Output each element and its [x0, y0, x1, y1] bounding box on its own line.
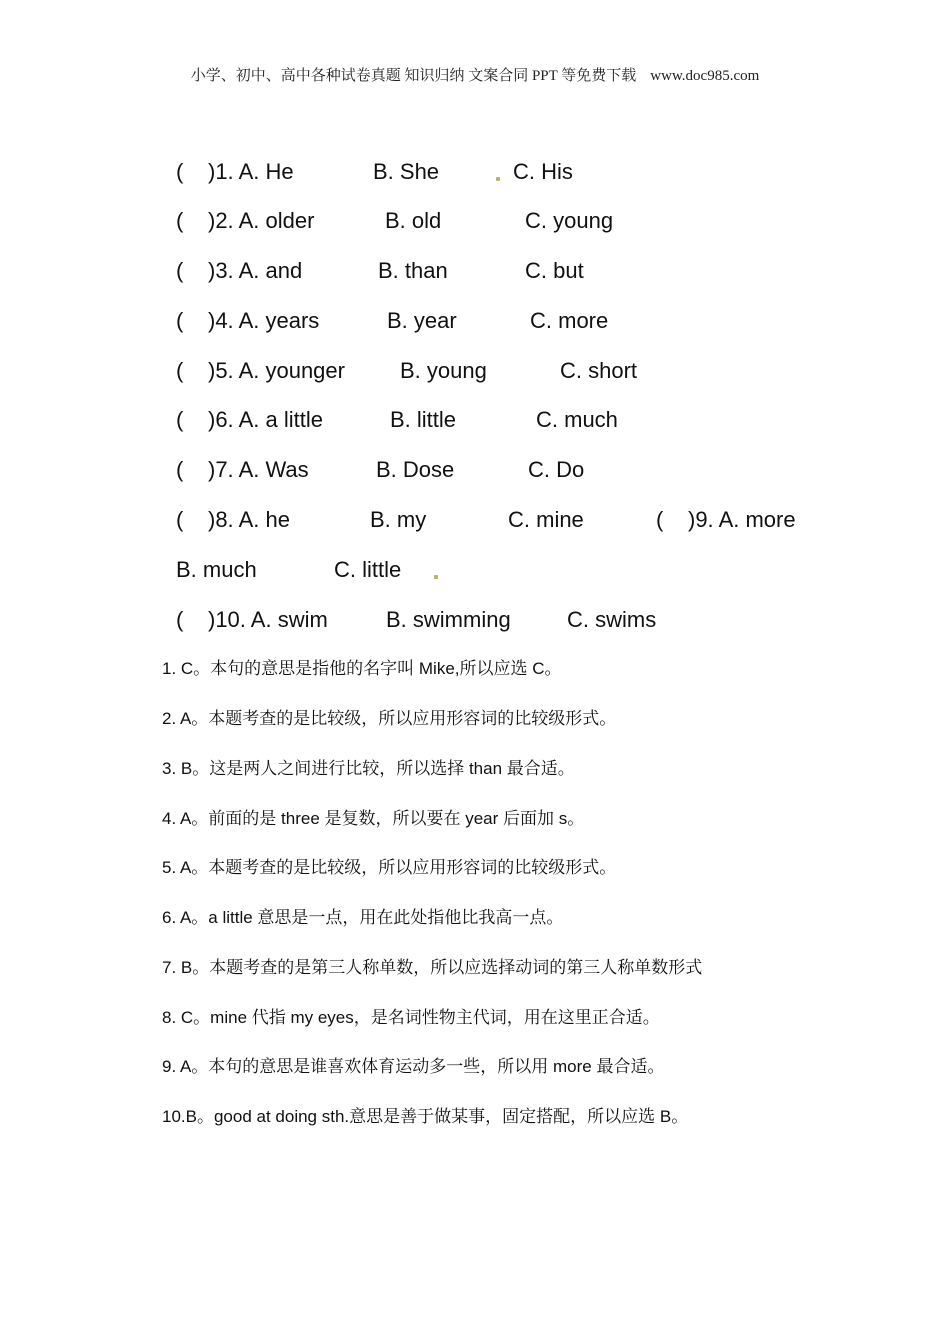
- answer-paren: (: [176, 407, 184, 432]
- option-b: B. than: [378, 258, 448, 283]
- question-label: )5. A. younger: [208, 358, 345, 383]
- question-label: )8. A. he: [208, 507, 290, 532]
- answer-explanation-2: 2. A。本题考查的是比较级，所以应用形容词的比较级形式。: [162, 709, 617, 728]
- answer-paren: (: [176, 208, 184, 233]
- option-b: B. my: [370, 507, 427, 532]
- answer-explanation-7: 7. B。本题考查的是第三人称单数，所以应选择动词的第三人称单数形式: [162, 958, 703, 977]
- option-c: C. short: [560, 358, 638, 383]
- option-c: C. much: [536, 407, 618, 432]
- answer-explanation-9: 9. A。本句的意思是谁喜欢体育运动多一些，所以用 more 最合适。: [162, 1057, 665, 1076]
- answer-paren: (: [176, 358, 184, 383]
- option-c: C. Do: [528, 457, 585, 482]
- option-c: C. swims: [567, 607, 657, 632]
- answer-paren-9: (: [656, 507, 664, 532]
- header-text: 小学、初中、高中各种试卷真题 知识归纳 文案合同 PPT 等免费下载: [190, 68, 637, 84]
- option-c: C. mine: [508, 507, 584, 532]
- option-c: C. His: [513, 159, 573, 184]
- answer-explanation-6: 6. A。a little 意思是一点，用在此处指他比我高一点。: [162, 908, 564, 927]
- answer-paren: (: [176, 607, 184, 632]
- question-label: )1. A. He: [208, 159, 294, 184]
- answer-explanation-1: 1. C。本句的意思是指他的名字叫 Mike,所以应选 C。: [162, 659, 562, 678]
- question-label: )10. A. swim: [208, 607, 328, 632]
- answer-explanation-3: 3. B。这是两人之间进行比较，所以选择 than 最合适。: [162, 759, 575, 778]
- answer-paren: (: [176, 258, 184, 283]
- decorative-dot: [496, 177, 500, 181]
- answer-paren: (: [176, 457, 184, 482]
- option-b: B. She: [373, 159, 440, 184]
- answer-paren: (: [176, 159, 184, 184]
- page-header: [0, 64, 950, 85]
- answer-explanation-4: 4. A。前面的是 three 是复数，所以要在 year 后面加 s。: [162, 809, 585, 828]
- option-b: B. much: [176, 557, 257, 582]
- option-b: B. young: [400, 358, 487, 383]
- option-c: C. but: [525, 258, 584, 283]
- answer-paren: (: [176, 308, 184, 333]
- option-b: B. little: [390, 407, 457, 432]
- answer-explanation-10: 10.B。good at doing sth.意思是善于做某事，固定搭配，所以应选 B。: [162, 1107, 689, 1126]
- option-c: C. young: [525, 208, 614, 233]
- option-b: B. Dose: [376, 457, 455, 482]
- answer-paren: (: [176, 507, 184, 532]
- header-url: www.doc985.com: [650, 68, 760, 84]
- question-label-9: )9. A. more: [688, 507, 796, 532]
- question-label: )2. A. older: [208, 208, 315, 233]
- answer-explanation-8: 8. C。mine 代指 my eyes，是名词性物主代词，用在这里正合适。: [162, 1008, 660, 1027]
- option-b: B. swimming: [386, 607, 511, 632]
- decorative-dot: [434, 575, 438, 579]
- question-label: )4. A. years: [208, 308, 320, 333]
- option-c: C. more: [530, 308, 609, 333]
- option-b: B. year: [387, 308, 457, 333]
- question-label: )3. A. and: [208, 258, 303, 283]
- answer-explanation-5: 5. A。本题考查的是比较级，所以应用形容词的比较级形式。: [162, 858, 617, 877]
- option-b: B. old: [385, 208, 442, 233]
- question-label: )7. A. Was: [208, 457, 309, 482]
- question-label: )6. A. a little: [208, 407, 323, 432]
- option-c: C. little: [334, 557, 402, 582]
